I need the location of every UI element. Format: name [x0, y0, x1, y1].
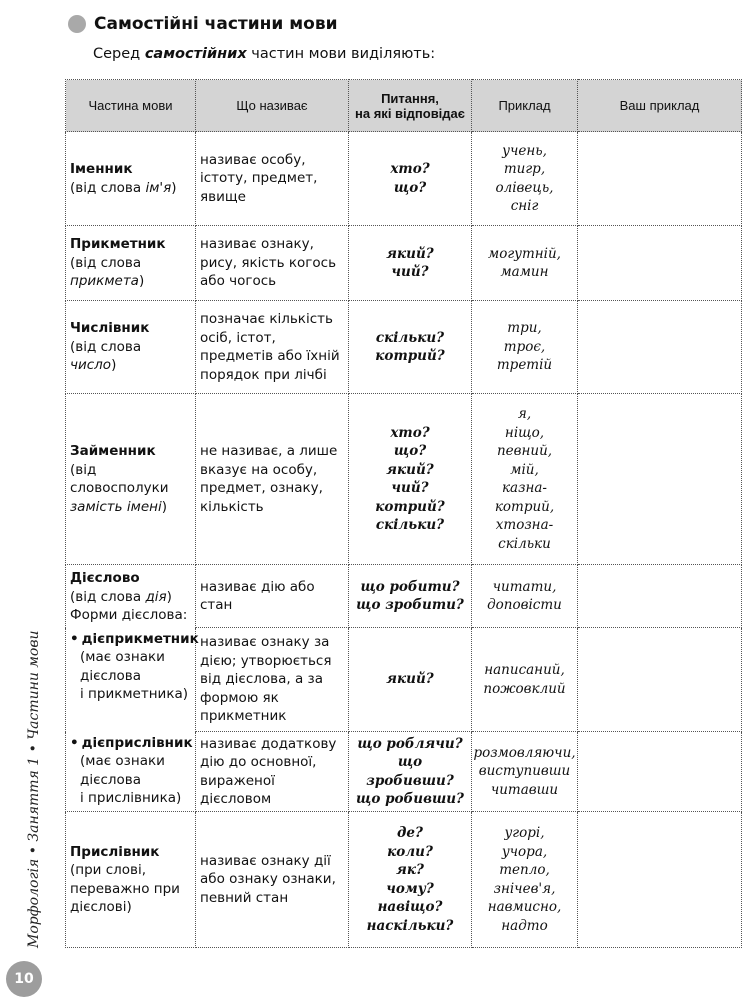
part-cell: Іменник (від слова ім'я): [66, 132, 196, 226]
example-cell: угорі, учора, тепло, знічев'я, навмисно, надто: [472, 812, 578, 948]
your-example-cell[interactable]: [578, 732, 742, 812]
table-row: [66, 132, 742, 226]
questions-cell: що роблячи? що зробивши? що робивши?: [349, 732, 472, 812]
table-row: [66, 628, 742, 732]
description-cell: називає дію або стан: [196, 565, 349, 628]
description-cell: називає особу, істоту, предмет, явище: [196, 132, 349, 226]
example-cell: могутній, мамин: [472, 226, 578, 301]
your-example-cell[interactable]: [578, 812, 742, 948]
table-row: [66, 812, 742, 948]
page-number: 10: [6, 961, 42, 997]
section-header: [68, 10, 338, 38]
table-header-row: [66, 80, 742, 132]
description-cell: позначає кількість осіб, істот, предметів або їхній порядок при лічбі: [196, 301, 349, 394]
questions-cell: що робити? що зробити?: [349, 565, 472, 628]
part-cell: Займенник (від словосполуки замість імені): [66, 394, 196, 565]
your-example-cell[interactable]: [578, 226, 742, 301]
part-cell: Дієслово (від слова дія) Форми дієслова:: [66, 565, 196, 628]
header-what-names: Що називає: [196, 80, 349, 132]
questions-cell: який? чий?: [349, 226, 472, 301]
questions-cell: скільки? котрий?: [349, 301, 472, 394]
part-cell: • дієприкметник (має ознаки дієслова і прикметника): [66, 628, 196, 732]
section-title: Самостійні частини мови: [94, 14, 338, 34]
description-cell: називає додаткову дію до основної, вираженої дієсловом: [196, 732, 349, 812]
description-cell: називає ознаку, рису, якість когось або чогось: [196, 226, 349, 301]
description-cell: не називає, а лише вказує на особу, предмет, ознаку, кількість: [196, 394, 349, 565]
questions-cell: хто? що? який? чий? котрий? скільки?: [349, 394, 472, 565]
your-example-cell[interactable]: [578, 301, 742, 394]
your-example-cell[interactable]: [578, 628, 742, 732]
your-example-cell[interactable]: [578, 132, 742, 226]
example-cell: розмовляючи, виступивши читавши: [472, 732, 578, 812]
table-row: [66, 226, 742, 301]
questions-cell: де? коли? як? чому? навіщо? наскільки?: [349, 812, 472, 948]
parts-of-speech-table: [65, 79, 742, 948]
part-cell: Прислівник (при слові, переважно при дієслові): [66, 812, 196, 948]
example-cell: написаний, пожовклий: [472, 628, 578, 732]
part-cell: Прикметник (від слова прикмета): [66, 226, 196, 301]
your-example-cell[interactable]: [578, 565, 742, 628]
header-part-of-speech: Частина мови: [66, 80, 196, 132]
intro-text: Серед самостійних частин мови виділяють:: [93, 46, 436, 62]
example-cell: читати, доповісти: [472, 565, 578, 628]
header-questions: Питання, на які відповідає: [349, 80, 472, 132]
example-cell: я, ніщо, певний, мій, казна- котрий, хтозна- скільки: [472, 394, 578, 565]
bullet-circle-icon: [68, 15, 86, 33]
table-row: [66, 732, 742, 812]
table-row: [66, 301, 742, 394]
description-cell: називає ознаку за дією; утворюється від дієслова, а за формою як прикметник: [196, 628, 349, 732]
part-cell: Числівник (від слова число): [66, 301, 196, 394]
your-example-cell[interactable]: [578, 394, 742, 565]
questions-cell: хто? що?: [349, 132, 472, 226]
side-running-header: Морфологія • Заняття 1 • Частини мови: [26, 630, 42, 948]
header-example: Приклад: [472, 80, 578, 132]
part-cell: • дієприслівник (має ознаки дієслова і прислівника): [66, 732, 196, 812]
table-row: [66, 394, 742, 565]
description-cell: називає ознаку дії або ознаку ознаки, певний стан: [196, 812, 349, 948]
example-cell: учень, тигр, олівець, сніг: [472, 132, 578, 226]
table-row: [66, 565, 742, 628]
header-your-example: Ваш приклад: [578, 80, 742, 132]
example-cell: три, троє, третій: [472, 301, 578, 394]
questions-cell: який?: [349, 628, 472, 732]
